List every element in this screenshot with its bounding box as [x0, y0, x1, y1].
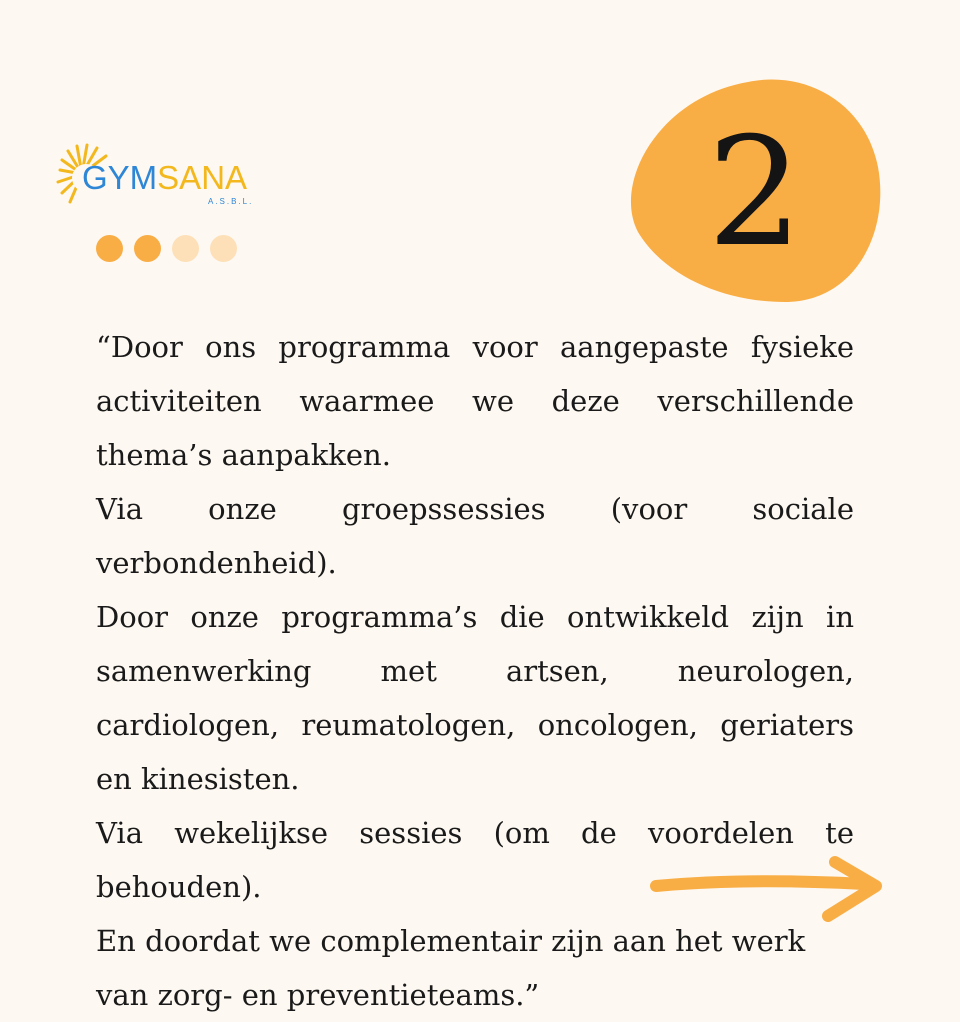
gymsana-logo: [52, 140, 282, 210]
paragraph-5: En doordat we complementair zijn aan het werk van zorg- en preventieteams.”: [96, 924, 806, 1012]
progress-dots: [96, 235, 237, 262]
paragraph-2: Via onze groepssessies (voor sociale verbondenheid).: [96, 492, 854, 580]
logo-subtitle: A.S.B.L.: [208, 197, 254, 206]
progress-dot-2: [134, 235, 161, 262]
progress-dot-3: [172, 235, 199, 262]
arrow-right-icon[interactable]: [650, 852, 890, 932]
paragraph-3: Door onze programma’s die ontwikkeld zijn in samenwerking met artsen, neurologen, cardiologen, reumatologen, oncologen, geriaters en kinesisten.: [96, 600, 854, 796]
logo-wordmark: [82, 158, 247, 198]
paragraph-1: “Door ons programma voor aangepaste fysieke activiteiten waarmee we deze verschillende thema’s aanpakken.: [96, 330, 854, 472]
slide-number: 2: [707, 106, 803, 280]
logo-gym: GYM: [82, 159, 158, 196]
progress-dot-1: [96, 235, 123, 262]
logo-sana: SANA: [157, 159, 248, 196]
paragraph-4: Via wekelijkse sessies (om de voordelen te behouden).: [96, 816, 854, 904]
progress-dot-4: [210, 235, 237, 262]
